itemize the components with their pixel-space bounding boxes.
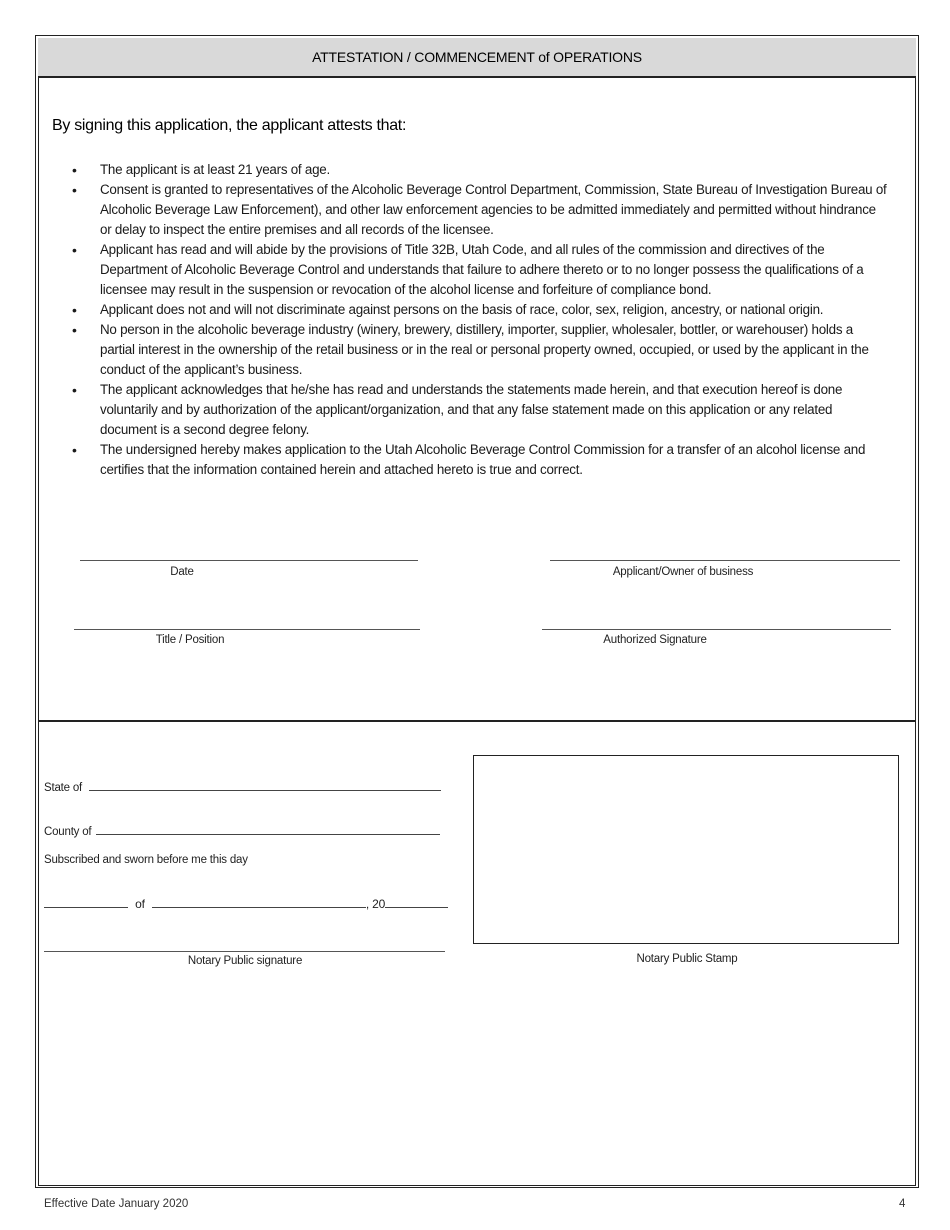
- attestation-item: • The undersigned hereby makes application to the Utah Alcoholic Beverage Control Commission for a transfer of an alcohol license and certifies that the information contained herein and attached hereto is true and correct.: [60, 440, 890, 480]
- section-title: ATTESTATION / COMMENCEMENT of OPERATIONS: [312, 49, 642, 65]
- page-number: 4: [899, 1198, 906, 1210]
- year-field[interactable]: [385, 897, 448, 908]
- notary-signature-line[interactable]: [44, 951, 445, 952]
- of-text: of: [135, 897, 145, 911]
- date-of-row: [44, 897, 448, 911]
- attestation-list: [60, 160, 890, 480]
- state-label: State of: [44, 782, 83, 794]
- intro-heading: By signing this application, the applicant attests that:: [52, 117, 407, 134]
- state-row: [44, 780, 441, 794]
- notary-stamp-box: [473, 755, 899, 944]
- month-field[interactable]: [152, 897, 366, 908]
- sworn-text: Subscribed and sworn before me this day: [44, 854, 248, 866]
- authorized-signature-label: Authorized Signature: [603, 634, 707, 646]
- title-signature-line[interactable]: [74, 629, 420, 630]
- owner-label: Applicant/Owner of business: [612, 566, 754, 578]
- attestation-item: • Consent is granted to representatives of the Alcoholic Beverage Control Department, Commission, State Bureau of Investigation Bureau of Alcoholic Beverage Law Enforcement), and other law enforcement agencies to be admitted immediately and permitted without hindrance or delay to inspect the entire premises and all records of the licensee.: [60, 180, 890, 240]
- county-label: County of: [44, 826, 92, 838]
- county-row: [44, 824, 440, 838]
- attestation-item: • No person in the alcoholic beverage industry (winery, brewery, distillery, importer, supplier, wholesaler, bottler, or warehouser) holds a partial interest in the ownership of the retail business or in the real or personal property owned, occupied, or used by the applicant in the conduct of the applicant’s business.: [60, 320, 890, 380]
- title-position-label: Title / Position: [155, 634, 225, 646]
- attestation-item: • The applicant acknowledges that he/she has read and understands the statements made herein, and that execution hereof is done voluntarily and by authorization of the applicant/organization, and that any false statement made on this application or any related document is a second degree felony.: [60, 380, 890, 440]
- notary-signature-label: Notary Public signature: [187, 955, 303, 967]
- section-divider: [38, 720, 916, 722]
- date-signature-line[interactable]: [80, 560, 418, 561]
- state-field[interactable]: [89, 780, 441, 791]
- authorized-signature-line[interactable]: [542, 629, 891, 630]
- effective-date: Effective Date January 2020: [44, 1198, 189, 1210]
- attestation-item: • The applicant is at least 21 years of age.: [60, 160, 890, 180]
- year-prefix: , 20: [365, 897, 386, 911]
- owner-signature-line[interactable]: [550, 560, 900, 561]
- notary-stamp-label: Notary Public Stamp: [636, 953, 738, 965]
- day-field[interactable]: [44, 897, 128, 908]
- county-field[interactable]: [96, 824, 440, 835]
- attestation-item: • Applicant does not and will not discriminate against persons on the basis of race, color, sex, religion, ancestry, or national origin.: [60, 300, 890, 320]
- section-header: [38, 38, 916, 78]
- date-label: Date: [170, 566, 194, 578]
- attestation-item: • Applicant has read and will abide by the provisions of Title 32B, Utah Code, and all rules of the commission and directives of the Department of Alcoholic Beverage Control and understands that failure to adhere thereto or to no longer possess the qualifications of a licensee may result in the suspension or revocation of the alcohol license and forfeiture of compliance bond.: [60, 240, 890, 300]
